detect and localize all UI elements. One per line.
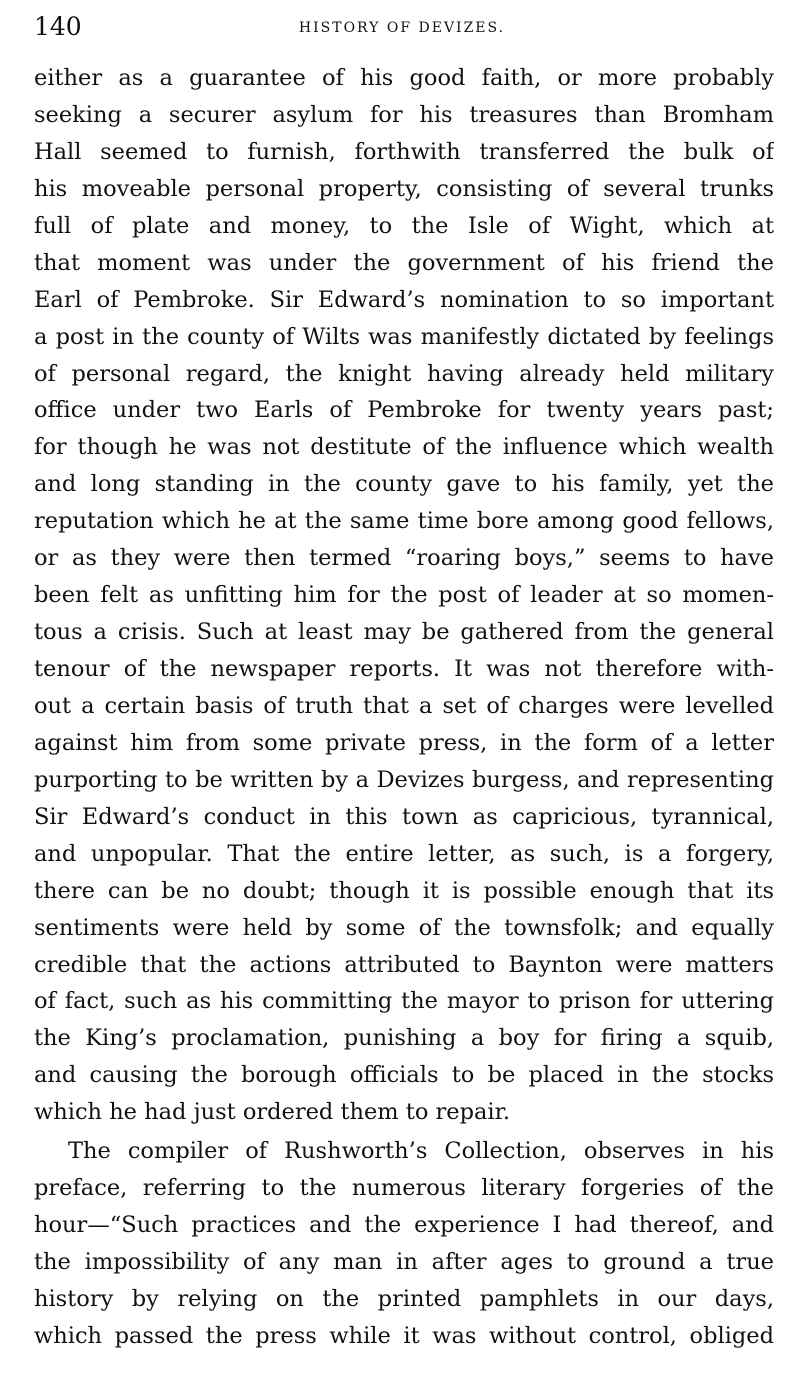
text-line: and causing the borough officials to be placed in the stocks xyxy=(34,1062,774,1089)
body-text xyxy=(34,60,774,1355)
text-line: reputation which he at the same time bore among good fellows, xyxy=(34,508,774,535)
text-line: full of plate and money, to the Isle of Wight, which at xyxy=(34,212,774,239)
paragraph xyxy=(34,1133,774,1355)
text-line: been felt as unfitting him for the post of leader at so momen- xyxy=(34,582,774,609)
text-line: his moveable personal property, consisting of several trunks xyxy=(34,175,774,202)
text-line: that moment was under the government of his friend the xyxy=(34,249,774,276)
text-line: of personal regard, the knight having already held military xyxy=(34,360,774,387)
text-line: The compiler of Rushworth’s Collection, observes in his xyxy=(68,1138,774,1165)
text-line: the impossibility of any man in after ages to ground a true xyxy=(34,1249,774,1275)
text-line: Hall seemed to furnish, forthwith transferred the bulk of xyxy=(34,138,774,165)
text-line: Earl of Pembroke. Sir Edward’s nomination to so important xyxy=(34,286,774,313)
text-line: Sir Edward’s conduct in this town as capricious, tyrannical, xyxy=(34,803,774,830)
running-head: HISTORY OF DEVIZES. xyxy=(298,20,506,36)
text-line: and long standing in the county gave to his family, yet the xyxy=(34,471,774,498)
text-line: and unpopular. That the entire letter, as such, is a forgery, xyxy=(34,840,774,867)
text-line: of fact, such as his committing the mayor to prison for uttering xyxy=(34,988,774,1015)
text-line: hour—“Such practices and the experience I had thereof, and xyxy=(34,1212,774,1239)
text-line: office under two Earls of Pembroke for twenty years past; xyxy=(34,397,774,424)
text-line: against him from some private press, in the form of a letter xyxy=(34,729,774,756)
text-line: for though he was not destitute of the influence which wealth xyxy=(34,434,774,461)
text-line: which he had just ordered them to repair. xyxy=(34,1099,511,1126)
paragraph xyxy=(34,60,774,1131)
text-line: history by relying on the printed pamphlets in our days, xyxy=(34,1285,774,1312)
text-line: or as they were then termed “roaring boys,” seems to have xyxy=(34,545,774,572)
text-line: a post in the county of Wilts was manifestly dictated by feelings xyxy=(34,323,774,350)
text-line: either as a guarantee of his good faith, or more probably xyxy=(34,65,774,91)
text-line: seeking a securer asylum for his treasures than Bromham xyxy=(34,101,774,128)
page-header xyxy=(34,8,770,44)
text-line: which passed the press while it was without control, obliged xyxy=(34,1322,774,1349)
text-line: sentiments were held by some of the townsfolk; and equally xyxy=(34,914,774,941)
text-line: there can be no doubt; though it is possible enough that its xyxy=(34,877,774,904)
text-line: tous a crisis. Such at least may be gathered from the general xyxy=(34,619,774,646)
text-line: purporting to be written by a Devizes burgess, and representing xyxy=(34,766,774,793)
text-line: out a certain basis of truth that a set of charges were levelled xyxy=(34,692,774,719)
text-line: tenour of the newspaper reports. It was not therefore with- xyxy=(34,656,774,682)
text-line: the King’s proclamation, punishing a boy for firing a squib, xyxy=(34,1025,774,1052)
page-number: 140 xyxy=(34,12,82,41)
text-line: credible that the actions attributed to Baynton were matters xyxy=(34,951,774,978)
text-line: preface, referring to the numerous literary forgeries of the xyxy=(34,1175,774,1202)
